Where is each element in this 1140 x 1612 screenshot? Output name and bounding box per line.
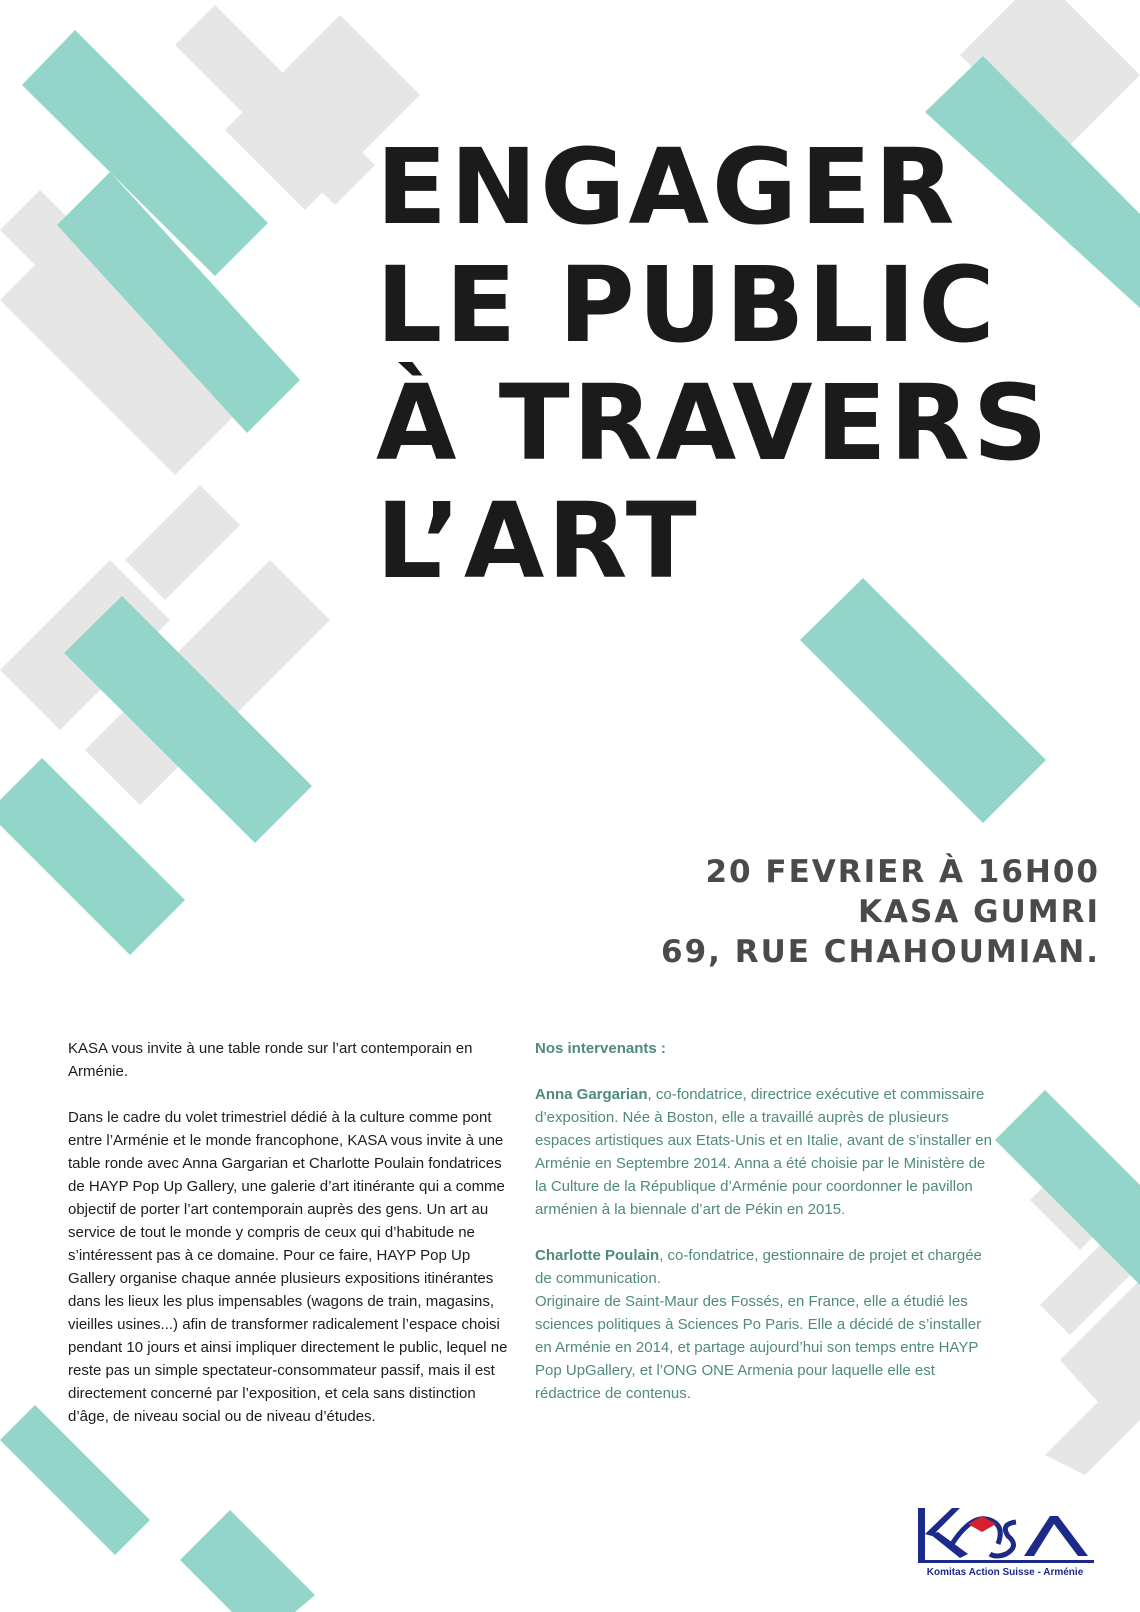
speaker-bio-continued: Originaire de Saint-Maur des Fossés, en France, elle a étudié les sciences politiques à Sciences Po Paris. Elle a décidé de s’installer en Arménie en 2014, et partage aujourd’hui son temps entre HAYP Pop UpGallery, et l’ONG ONE Armenia pour laquelle elle est rédactrice de contenus.	[535, 1293, 982, 1402]
right-column	[535, 1037, 993, 1405]
page-title	[376, 128, 1051, 600]
body-paragraph: Dans le cadre du volet trimestriel dédié à la culture comme pont entre l’Arménie et le monde francophone, KASA vous invite à une table ronde avec Anna Gargarian et Charlotte Poulain fondatrices de HAYP Pop Up Gallery, une galerie d’art itinérante qui a comme objectif de porter l’art contemporain auprès des gens. Un art au service de tout le monde y compris de ceux qui d’habitude ne s’intéressent pas à ce domaine. Pour ce faire, HAYP Pop Up Gallery organise chaque année plusieurs expositions itinérantes dans les lieux les plus impensables (wagons de train, magasins, vieilles usines...) afin de transformer radicalement l’espace choisi pendant 10 jours et ainsi impliquer directement le public, lequel ne reste pas un simple spectateur-consommateur passif, mais il est directement concerné par l’exposition, et cela sans distinction d’âge, de niveau social ou de niveau d’études.	[68, 1109, 508, 1425]
title-line-4: L’ART	[376, 480, 700, 602]
teal-bar	[995, 1090, 1140, 1285]
speaker-charlotte	[535, 1244, 993, 1405]
intro-paragraph: KASA vous invite à une table ronde sur l’art contemporain en Arménie.	[68, 1040, 473, 1080]
teal-bar	[180, 1510, 315, 1612]
kasa-logo-icon	[912, 1504, 1098, 1566]
speaker-bio: , co-fondatrice, directrice exécutive et commissaire d’exposition. Née à Boston, elle a travaillé auprès de plusieurs espaces artistiques aux Etats-Unis et en Italie, avant de s’installer en Arménie en Septembre 2014. Anna a été choisie par le Ministère de la Culture de la République d’Arménie pour coordonner le pavillon arménien à la biennale d’art de Pékin en 2015.	[535, 1086, 992, 1218]
logo-caption: Komitas Action Suisse - Arménie	[926, 1567, 1084, 1578]
title-line-3: À TRAVERS	[376, 362, 1051, 484]
gray-bar	[125, 485, 240, 600]
title-line-2: LE PUBLIC	[376, 244, 998, 366]
event-date: 20 FEVRIER À 16H00	[705, 854, 1100, 890]
event-address: 69, RUE CHAHOUMIAN.	[661, 934, 1100, 970]
speaker-bio: , co-fondatrice, gestionnaire de projet et chargée de communication.	[535, 1247, 982, 1287]
left-column	[68, 1037, 518, 1451]
speaker-anna	[535, 1083, 993, 1221]
title-line-1: ENGAGER	[376, 126, 958, 248]
event-details	[661, 852, 1100, 972]
kasa-logo	[912, 1504, 1098, 1582]
speakers-heading: Nos intervenants :	[535, 1040, 666, 1057]
speaker-name: Anna Gargarian	[535, 1086, 648, 1103]
speaker-name: Charlotte Poulain	[535, 1247, 660, 1264]
teal-bar	[800, 578, 1046, 823]
event-venue: KASA GUMRI	[858, 894, 1100, 930]
